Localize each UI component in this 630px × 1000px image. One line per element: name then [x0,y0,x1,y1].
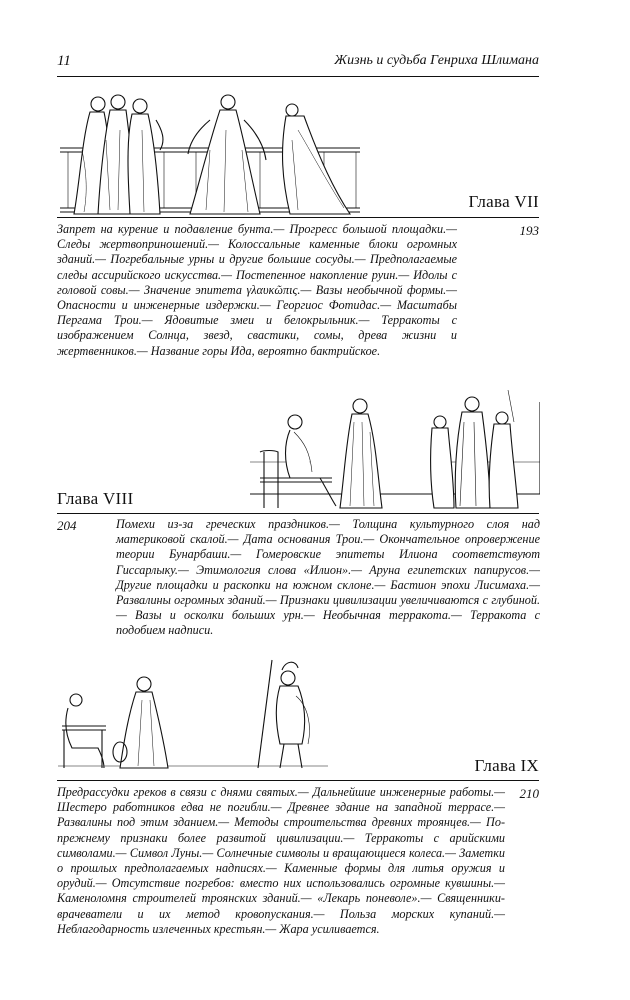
chapter-7-title: Глава VII [468,192,539,211]
chapter-7-page: 193 [519,223,539,238]
chapter-8-rule [57,513,539,514]
chapter-7-summary: Запрет на курение и подавление бунта.— Прогресс большой площадки.— Следы жертвоприношений.— Колоссальные каменные блоки огромных зданий.— Погребальные урны и другие большие сосуды.— Предполагаемые следы ассирийского искусства.— Постепенное накопление руин.— Идолы с головой совы.— Значение эпитета γλαυκῶπις.— Вазы необычной формы.— Опасности и инженерные издержки.— Георгиос Фотидас.— Масштабы Пергама Трои.— Ядовитые змеи и белокрыльник.— Терракоты с изображением Солнца, звезд, свастики, сомы, древа жизни и жертвенников.— Название горы Ида, вероятно бактрийское. [57,222,457,358]
running-title: Жизнь и судьба Генриха Шлимана [334,53,539,68]
chapter-8-title: Глава VIII [57,489,134,508]
chapter-9-title: Глава IX [474,756,539,775]
chapter-7-rule [57,217,539,218]
chapter-8-summary: Помехи из-за греческих праздников.— Толщина культурного слоя над материковой скалой.— Дата основания Трои.— Окончательное опровержение теории Бунарбаши.— Гомеровские эпитеты Илиона соответствуют Гиссарлыку.— Этимология слова «Илион».— Аруна египетских папирусов.— Другие площадки и раскопки на южном склоне.— Бастион эпохи Лисимаха.— Развалины огромных зданий.— Признаки цивилизации увеличиваются с глубиной.— Вазы и осколки больших урн.— Необычная терракота.— Терракота с подобием надписи. [116,517,540,638]
chapter-9-illustration [58,656,328,772]
chapter-9-page: 210 [519,786,539,801]
chapter-9-summary: Предрассудки греков в связи с днями святых.— Дальнейшие инженерные работы.— Шестеро работников едва не погибли.— Древнее здание на западной террасе.— Развалины под этим зданием.— Методы строительства древних троянцев.— По-прежнему признаки более развитой цивилизации.— Терракоты с арийскими символами.— Символ Луны.— Солнечные символы и вращающиеся колеса.— Заметки о прошлых предполагаемых надписях.— Каменные формы для литья оружия и орудий.— Отсутствие погребов: вместо них использовались огромные кувшины.— Каменоломня строителей троянских зданий.— «Лекарь поневоле».— Священники-врачеватели и их метод кровопускания.— Польза морских купаний.— Неблагодарность излеченных крестьян.— Жара усиливается. [57,785,505,936]
chapter-8-illustration [250,382,540,512]
header-rule [57,76,539,77]
page-number: 11 [57,53,71,69]
chapter-8-page: 204 [57,518,77,533]
chapter-7-illustration [60,90,360,218]
chapter-9-rule [57,780,539,781]
